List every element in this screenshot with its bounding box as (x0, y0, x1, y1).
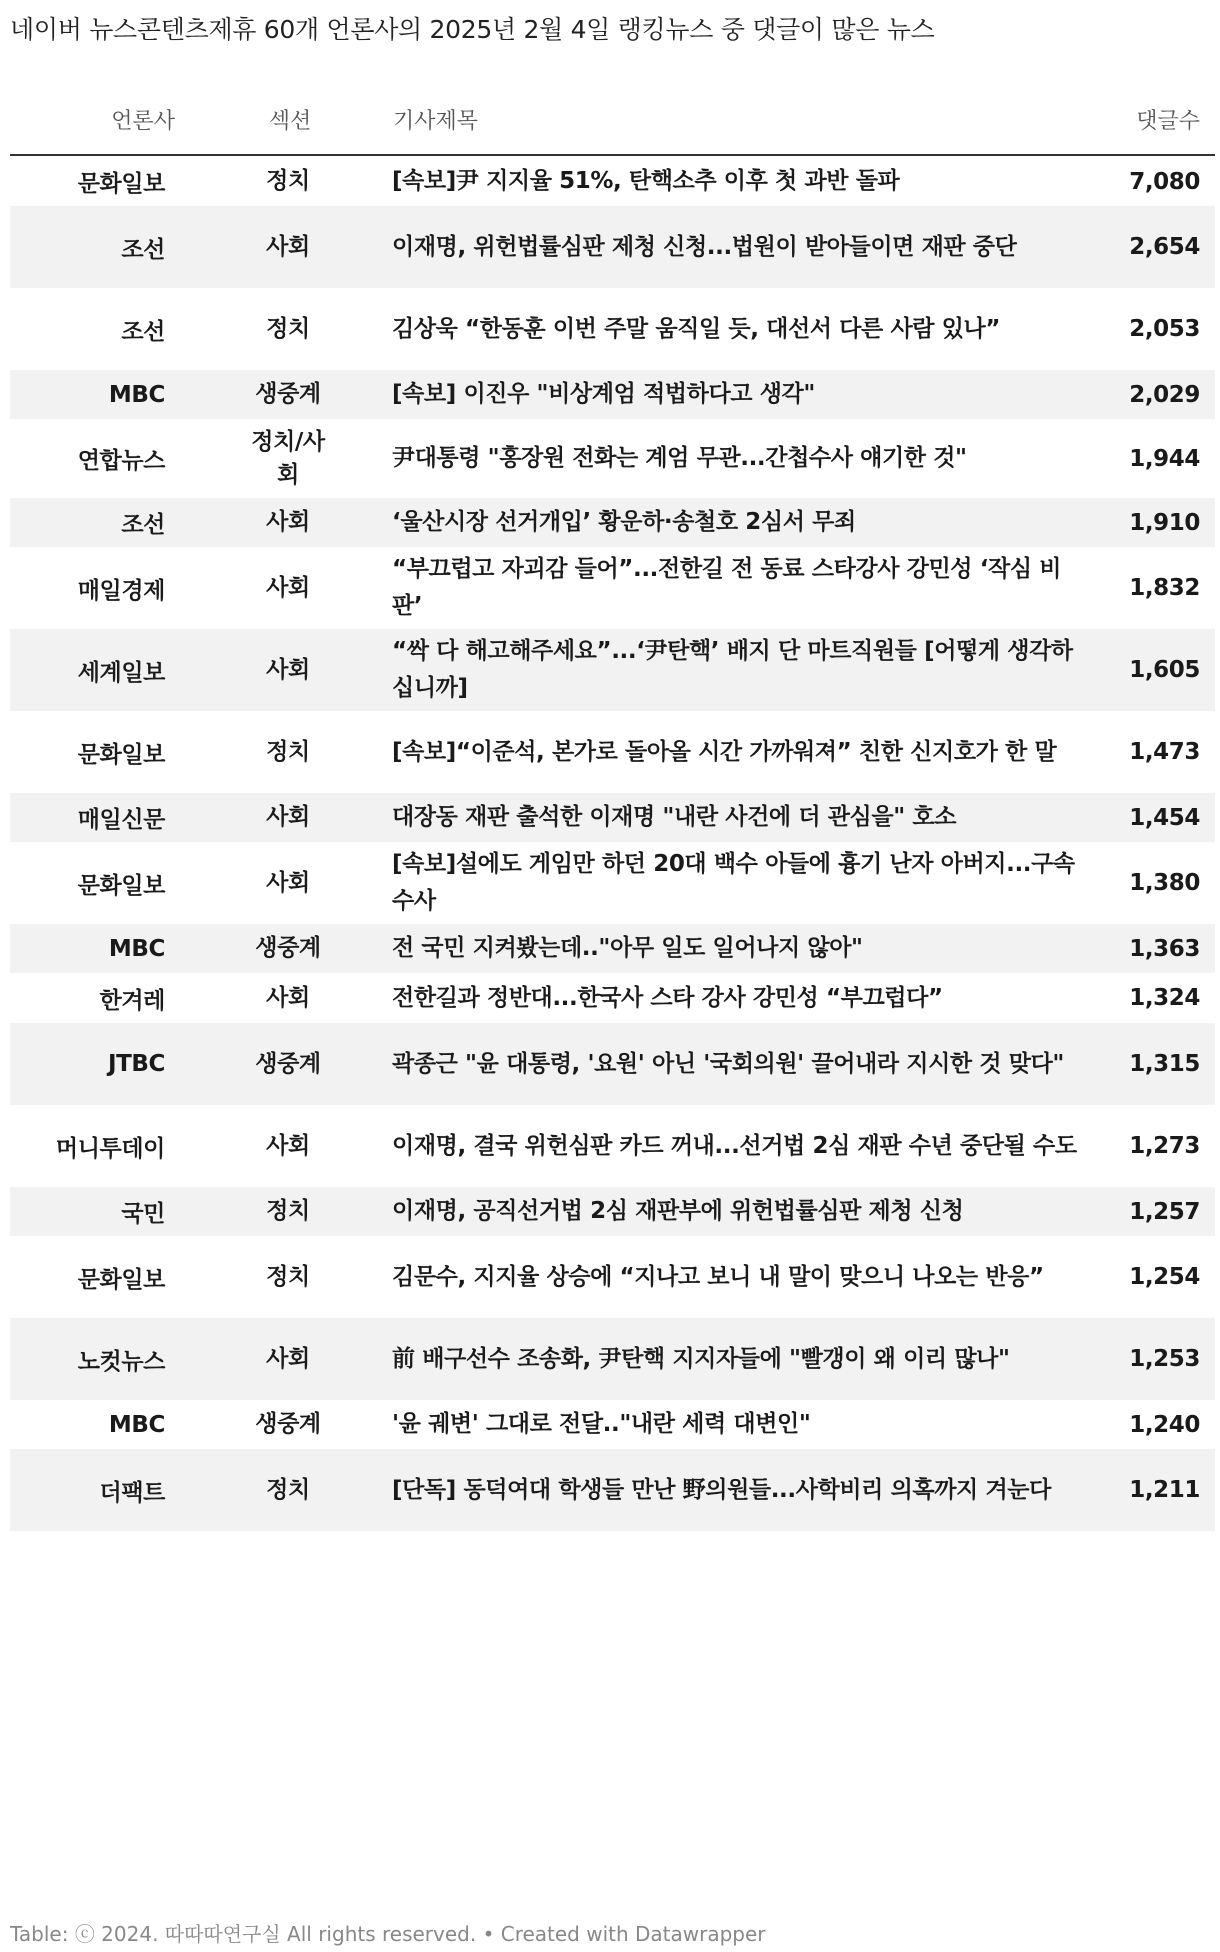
cell-comments: 2,654 (1129, 234, 1200, 260)
table-row (10, 547, 1215, 629)
cell-press: 한겨레 (99, 987, 165, 1014)
cell-section: 사회 (266, 984, 310, 1011)
cell-headline: [속보]설에도 게임만 하던 20대 백수 아들에 흉기 난자 아버지...구속수사 (392, 851, 1075, 914)
cell-headline: “부끄럽고 자괴감 들어”...전한길 전 동료 스타강사 강민성 ‘작심 비판’ (392, 556, 1062, 619)
cell-section: 정치 (266, 315, 310, 342)
cell-headline: 김문수, 지지율 상승에 “지나고 보니 내 말이 맞으니 나오는 반응” (392, 1263, 1044, 1290)
cell-comments: 1,324 (1129, 985, 1200, 1011)
cell-section: 사회 (266, 804, 310, 830)
cell-comments: 1,832 (1129, 575, 1200, 601)
cell-section: 정치 (266, 1476, 310, 1503)
cell-headline: 대장동 재판 출석한 이재명 "내란 사건에 더 관심을" 호소 (392, 804, 957, 830)
table-row (10, 793, 1215, 842)
table-row (10, 1236, 1215, 1318)
cell-comments: 1,240 (1129, 1411, 1200, 1438)
cell-comments: 1,944 (1129, 445, 1200, 472)
table-row (10, 973, 1215, 1023)
table-row (10, 1023, 1215, 1105)
cell-section: 사회 (266, 1345, 310, 1372)
cell-press: 머니투데이 (55, 1135, 165, 1162)
cell-headline: 전한길과 정반대...한국사 스타 강사 강민성 “부끄럽다” (392, 984, 943, 1011)
cell-comments: 2,029 (1129, 381, 1200, 408)
cell-headline: 前 배구선수 조송화, 尹탄핵 지지자들에 "빨갱이 왜 이리 많나" (392, 1345, 1010, 1372)
table-footer: Table: ⓒ 2024. 따따따연구실 All rights reserved. • Created with Datawrapper (10, 1922, 766, 1946)
table-row (10, 842, 1215, 924)
table-row (10, 419, 1215, 498)
cell-press: 연합뉴스 (77, 448, 165, 474)
column-header-comments[interactable]: 댓글수 (1136, 109, 1200, 134)
cell-press: MBC (108, 1411, 165, 1438)
cell-comments: 1,254 (1129, 1264, 1200, 1290)
cell-headline: [속보]尹 지지율 51%, 탄핵소추 이후 첫 과반 돌파 (392, 168, 900, 194)
column-header-headline[interactable]: 기사제목 (393, 109, 479, 134)
table-row (10, 157, 1215, 206)
cell-comments: 2,053 (1129, 316, 1200, 342)
table-row (10, 1400, 1215, 1449)
cell-press: 문화일보 (77, 741, 165, 768)
cell-section: 생중계 (255, 935, 321, 961)
cell-press: 조선 (121, 236, 165, 263)
cell-section: 정치 (266, 168, 310, 194)
cell-press: 문화일보 (77, 872, 165, 899)
table-row (10, 1187, 1215, 1236)
cell-headline: [속보]“이준석, 본가로 돌아올 시간 가까워져” 친한 신지호가 한 말 (392, 738, 1057, 765)
cell-comments: 1,211 (1129, 1477, 1200, 1503)
table-row (10, 498, 1215, 547)
cell-section: 생중계 (255, 1411, 321, 1437)
cell-press: 조선 (121, 512, 165, 538)
cell-press: 문화일보 (77, 1266, 165, 1293)
cell-headline: [단독] 동덕여대 학생들 만난 野의원들...사학비리 의혹까지 겨눈다 (392, 1476, 1051, 1503)
table-row (10, 206, 1215, 288)
table-row (10, 1105, 1215, 1187)
cell-headline: ‘울산시장 선거개입’ 황운하·송철호 2심서 무죄 (392, 509, 856, 535)
cell-section: 생중계 (255, 381, 321, 407)
cell-press: JTBC (107, 1051, 165, 1077)
table-row (10, 629, 1215, 711)
cell-press: 노컷뉴스 (77, 1348, 165, 1375)
table-row (10, 1318, 1215, 1400)
table-row (10, 288, 1215, 370)
table-header (10, 96, 1215, 156)
column-header-section[interactable]: 섹션 (268, 109, 312, 134)
table-row (10, 370, 1215, 419)
cell-comments: 1,363 (1129, 935, 1200, 962)
cell-comments: 1,253 (1129, 1346, 1200, 1372)
cell-section: 사회 (266, 233, 310, 260)
table-row (10, 1449, 1215, 1531)
cell-headline: 이재명, 위헌법률심판 제청 신청...법원이 받아들이면 재판 중단 (392, 233, 1017, 260)
cell-section: 사회 (266, 509, 310, 535)
cell-comments: 1,454 (1129, 804, 1200, 831)
table-row (10, 924, 1215, 973)
cell-headline: 이재명, 결국 위헌심판 카드 꺼내...선거법 2심 재판 수년 중단될 수도 (392, 1132, 1077, 1159)
cell-section: 생중계 (255, 1050, 321, 1077)
cell-headline: [속보] 이진우 "비상계엄 적법하다고 생각" (392, 381, 815, 407)
cell-comments: 1,605 (1129, 657, 1200, 683)
column-header-press[interactable]: 언론사 (111, 109, 175, 134)
cell-comments: 1,273 (1129, 1133, 1200, 1159)
cell-press: 문화일보 (77, 171, 165, 197)
table-title: 네이버 뉴스콘텐츠제휴 60개 언론사의 2025년 2월 4일 랭킹뉴스 중 댓글이 많은 뉴스 (10, 15, 935, 44)
cell-section: 정치 (266, 1198, 310, 1224)
cell-section: 정치/사회 (251, 428, 325, 488)
cell-press: MBC (108, 381, 165, 408)
cell-comments: 1,257 (1129, 1198, 1200, 1225)
cell-headline: 이재명, 공직선거법 2심 재판부에 위헌법률심판 제청 신청 (392, 1198, 964, 1224)
cell-headline: 곽종근 "윤 대통령, '요원' 아닌 '국회의원' 끌어내라 지시한 것 맞다" (392, 1050, 1064, 1077)
cell-headline: 김상욱 “한동훈 이번 주말 움직일 듯, 대선서 다른 사람 있나” (392, 315, 1001, 342)
cell-comments: 1,315 (1129, 1051, 1200, 1077)
cell-section: 사회 (266, 574, 310, 601)
cell-press: 세계일보 (77, 659, 165, 686)
cell-press: 조선 (121, 318, 165, 345)
cell-comments: 7,080 (1129, 168, 1200, 195)
cell-section: 사회 (266, 1132, 310, 1159)
table-body (10, 157, 1215, 1531)
cell-comments: 1,473 (1129, 739, 1200, 765)
table-row (10, 711, 1215, 793)
cell-headline: 전 국민 지켜봤는데.."아무 일도 일어나지 않아" (392, 935, 863, 961)
cell-section: 정치 (266, 738, 310, 765)
cell-press: 국민 (121, 1201, 165, 1227)
cell-press: 매일신문 (77, 807, 165, 833)
cell-comments: 1,380 (1129, 870, 1200, 896)
cell-headline: 尹대통령 "홍장원 전화는 계엄 무관...간첩수사 얘기한 것" (392, 445, 967, 471)
cell-press: 더팩트 (99, 1479, 165, 1506)
cell-headline: “싹 다 해고해주세요”...‘尹탄핵’ 배지 단 마트직원들 [어떻게 생각하십니까] (392, 638, 1073, 701)
cell-section: 사회 (266, 869, 310, 896)
cell-press: 매일경제 (77, 577, 165, 604)
cell-comments: 1,910 (1129, 509, 1200, 536)
cell-headline: '윤 궤변' 그대로 전달.."내란 세력 대변인" (392, 1411, 811, 1437)
cell-section: 사회 (266, 656, 310, 683)
cell-section: 정치 (266, 1263, 310, 1290)
cell-press: MBC (108, 935, 165, 962)
